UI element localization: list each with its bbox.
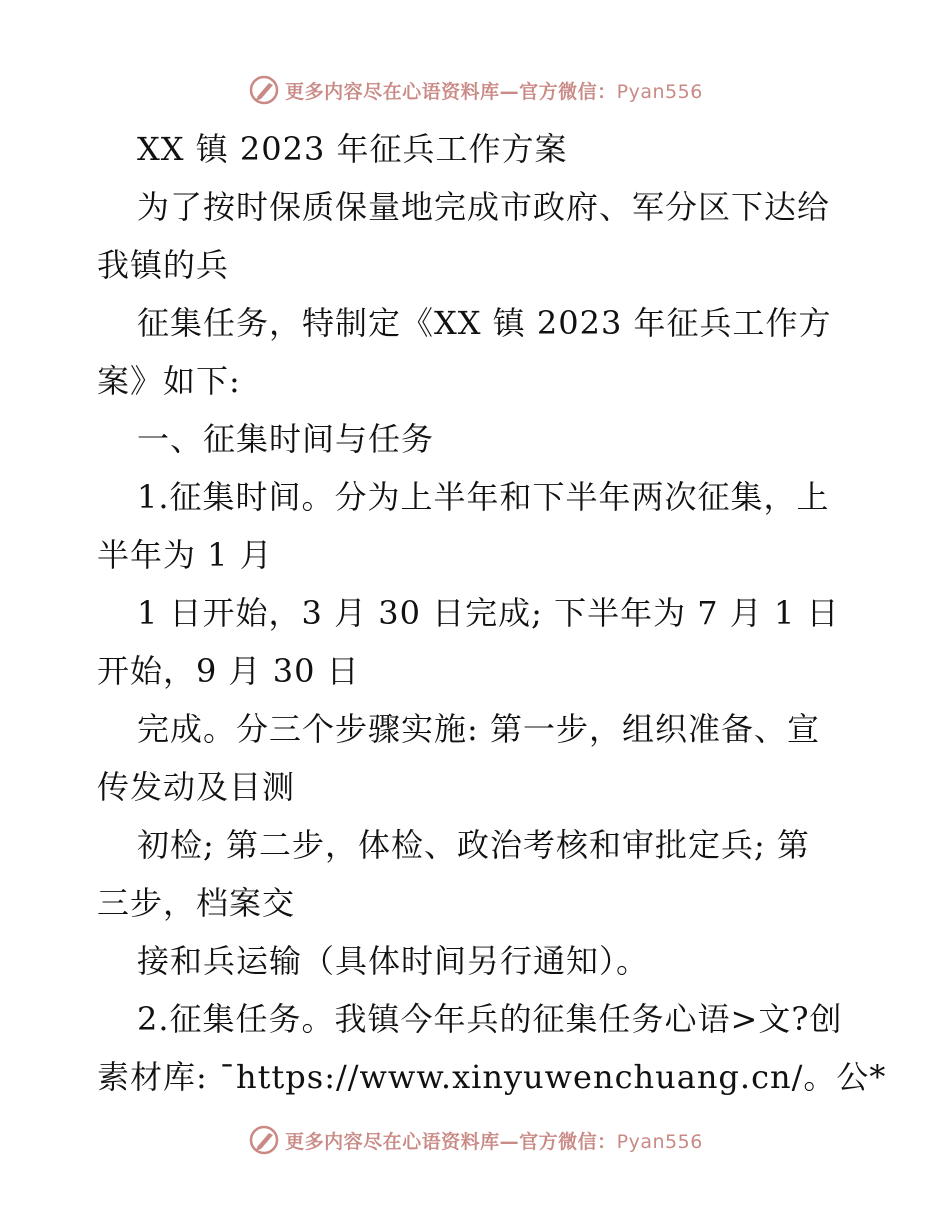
text-line: 我镇的兵 [97, 246, 230, 284]
text-line: 初检; 第二步，体检、政治考核和审批定兵; 第 [137, 826, 810, 864]
watermark-handle: Pyan556 [616, 80, 703, 103]
text-line: 三步，档案交 [97, 884, 296, 922]
text-line: 1 日开始，3 月 30 日完成; 下半年为 7 月 1 日 [137, 594, 840, 632]
pen-logo-icon [247, 1123, 281, 1157]
text-line: 完成。分三个步骤实施: 第一步，组织准备、宣 [137, 710, 820, 748]
text-line: 素材库: ¯https://www.xinyuwenchuang.cn/。公* [97, 1058, 887, 1096]
document-title: XX 镇 2023 年征兵工作方案 [137, 130, 568, 168]
text-line: 1.征集时间。分为上半年和下半年两次征集，上 [137, 478, 830, 516]
pen-logo-icon [247, 73, 281, 107]
text-line: 半年为 1 月 [97, 536, 273, 574]
text-line: 接和兵运输（具体时间另行通知）。 [137, 942, 650, 980]
text-line: 开始，9 月 30 日 [97, 652, 360, 690]
text-line: 案》如下: [97, 362, 241, 400]
text-line: 传发动及目测 [97, 768, 296, 806]
watermark-handle: Pyan556 [616, 1130, 703, 1153]
text-line: 为了按时保质保量地完成市政府、军分区下达给 [137, 188, 831, 226]
text-line: 征集任务，特制定《XX 镇 2023 年征兵工作方 [137, 304, 832, 342]
document-body [97, 120, 887, 1106]
watermark-header [0, 70, 950, 110]
text-line: 2.征集任务。我镇今年兵的征集任务心语>文?创 [137, 1000, 843, 1038]
text-line: 一、征集时间与任务 [137, 420, 435, 458]
watermark-text: 更多内容尽在心语资料库—官方微信：Pyan556 [285, 80, 703, 103]
watermark-footer [0, 1120, 950, 1160]
watermark-text: 更多内容尽在心语资料库—官方微信：Pyan556 [285, 1130, 703, 1153]
